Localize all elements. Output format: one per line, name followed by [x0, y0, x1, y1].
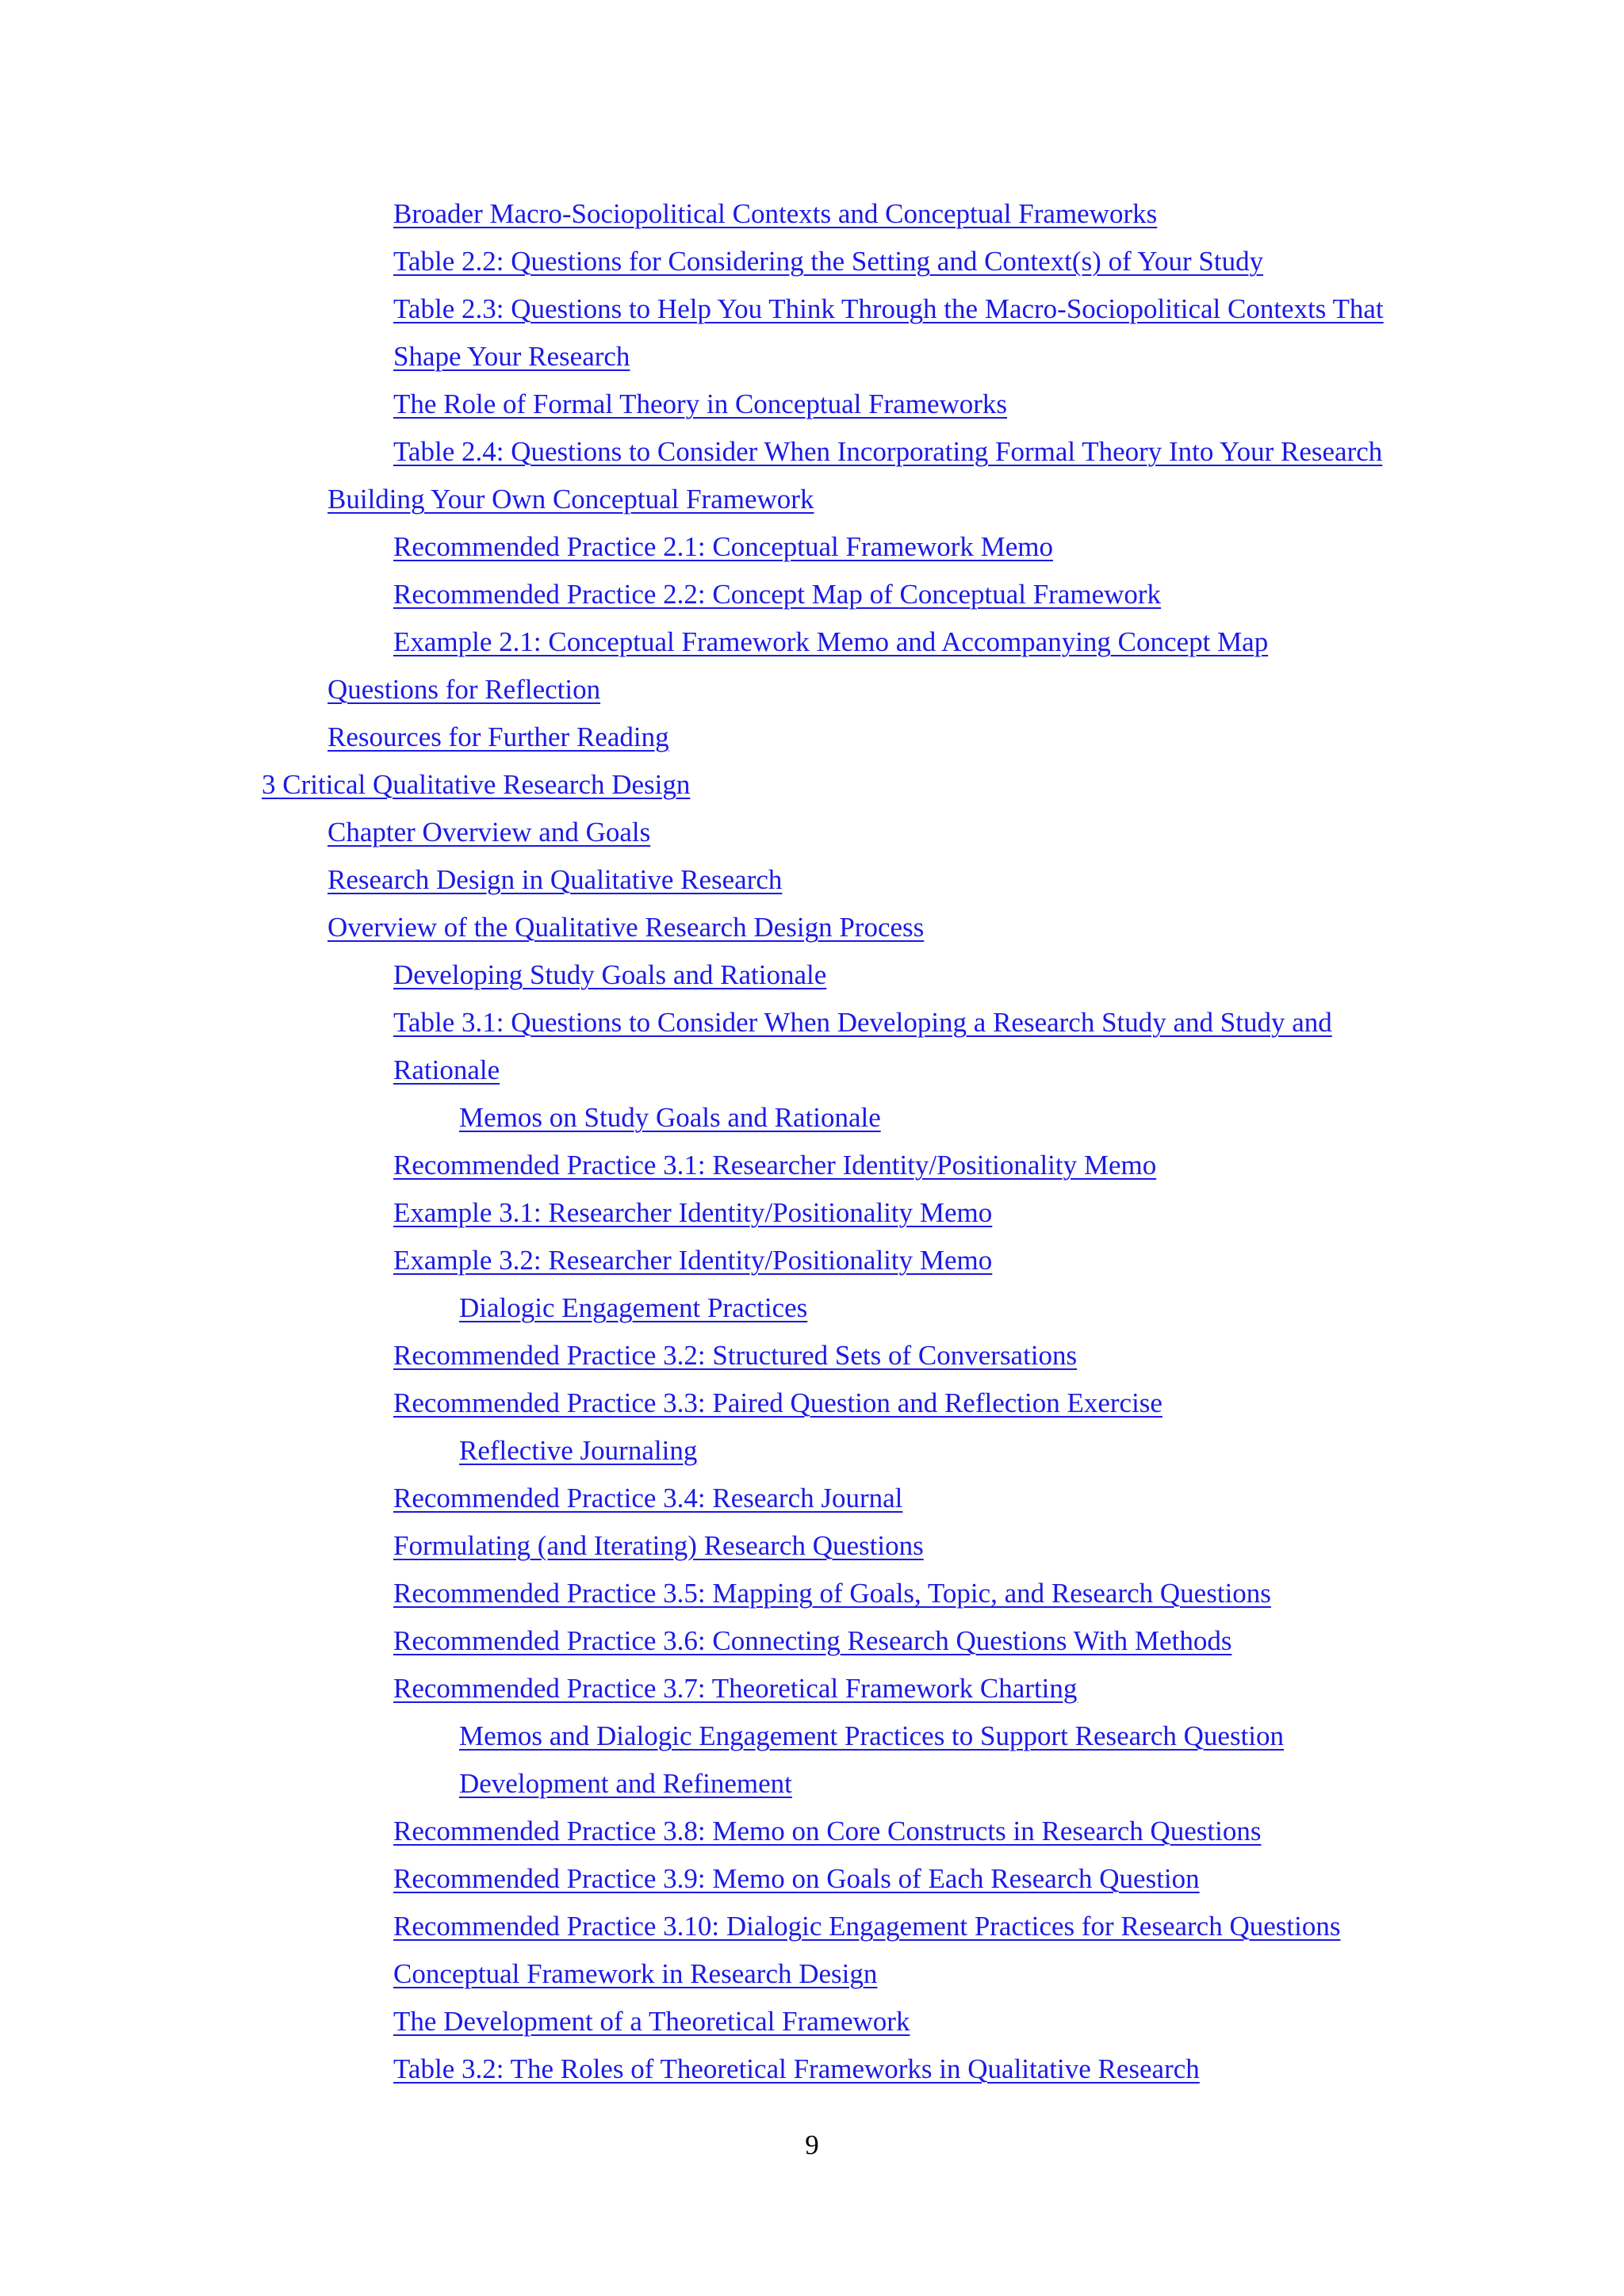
toc-entry[interactable]: Recommended Practice 2.1: Conceptual Framework Memo: [393, 531, 1053, 562]
toc-entry[interactable]: Recommended Practice 3.5: Mapping of Goals, Topic, and Research Questions: [393, 1578, 1271, 1609]
toc-entry[interactable]: Recommended Practice 3.2: Structured Sets of Conversations: [393, 1340, 1078, 1371]
page-number: 9: [805, 2130, 819, 2160]
toc-section-entry[interactable]: Questions for Reflection: [327, 674, 601, 705]
toc-section-entry[interactable]: Building Your Own Conceptual Framework: [327, 484, 814, 515]
toc-entry[interactable]: Table 2.3: Questions to Help You Think Through the Macro-Sociopolitical Contexts That: [393, 293, 1384, 324]
toc-subsection-entry[interactable]: Dialogic Engagement Practices: [459, 1292, 808, 1323]
toc-entry[interactable]: Recommended Practice 3.7: Theoretical Framework Charting: [393, 1673, 1078, 1704]
toc-subsection-entry[interactable]: Memos and Dialogic Engagement Practices to Support Research Question: [459, 1720, 1285, 1751]
toc-entry[interactable]: Table 3.2: The Roles of Theoretical Frameworks in Qualitative Research: [393, 2053, 1200, 2084]
toc-entry[interactable]: Recommended Practice 2.2: Concept Map of Conceptual Framework: [393, 579, 1162, 610]
toc-entry[interactable]: Table 2.2: Questions for Considering the Setting and Context(s) of Your Study: [393, 246, 1264, 277]
toc-entry[interactable]: Formulating (and Iterating) Research Questions: [393, 1530, 924, 1561]
toc-entry[interactable]: The Role of Formal Theory in Conceptual Frameworks: [393, 388, 1008, 419]
toc-chapter-entry[interactable]: 3 Critical Qualitative Research Design: [262, 769, 691, 800]
toc-section-entry[interactable]: Resources for Further Reading: [327, 721, 669, 752]
toc-entry[interactable]: Recommended Practice 3.6: Connecting Research Questions With Methods: [393, 1625, 1232, 1656]
toc-subsection-entry[interactable]: Memos on Study Goals and Rationale: [459, 1102, 881, 1133]
toc-entry[interactable]: Example 2.1: Conceptual Framework Memo and Accompanying Concept Map: [393, 626, 1269, 657]
toc-entry-continuation[interactable]: Shape Your Research: [393, 341, 630, 372]
toc-entry[interactable]: Conceptual Framework in Research Design: [393, 1958, 878, 1989]
toc-entry[interactable]: Developing Study Goals and Rationale: [393, 959, 827, 990]
toc-entry[interactable]: The Development of a Theoretical Framework: [393, 2006, 910, 2037]
toc-entry[interactable]: Recommended Practice 3.1: Researcher Identity/Positionality Memo: [393, 1150, 1157, 1181]
toc-section-entry[interactable]: Overview of the Qualitative Research Design Process: [327, 912, 925, 943]
toc-entry[interactable]: Table 3.1: Questions to Consider When Developing a Research Study and Study and: [393, 1007, 1332, 1038]
toc-subsection-entry[interactable]: Reflective Journaling: [459, 1435, 698, 1466]
toc-entry[interactable]: Table 2.4: Questions to Consider When Incorporating Formal Theory Into Your Research: [393, 436, 1383, 467]
toc-entry[interactable]: Recommended Practice 3.3: Paired Question and Reflection Exercise: [393, 1387, 1162, 1418]
toc-entry-continuation[interactable]: Rationale: [393, 1054, 500, 1085]
table-of-contents: [0, 190, 1624, 2093]
toc-entry[interactable]: Recommended Practice 3.4: Research Journal: [393, 1483, 903, 1513]
toc-entry[interactable]: Recommended Practice 3.10: Dialogic Engagement Practices for Research Questions: [393, 1911, 1341, 1942]
toc-entry[interactable]: Example 3.1: Researcher Identity/Positionality Memo: [393, 1197, 993, 1228]
toc-entry[interactable]: Recommended Practice 3.8: Memo on Core Constructs in Research Questions: [393, 1816, 1262, 1846]
toc-entry-continuation[interactable]: Development and Refinement: [459, 1768, 792, 1799]
toc-section-entry[interactable]: Chapter Overview and Goals: [327, 817, 651, 848]
toc-section-entry[interactable]: Research Design in Qualitative Research: [327, 864, 783, 895]
toc-entry[interactable]: Recommended Practice 3.9: Memo on Goals of Each Research Question: [393, 1863, 1200, 1894]
toc-entry[interactable]: Example 3.2: Researcher Identity/Positionality Memo: [393, 1245, 993, 1276]
toc-entry[interactable]: Broader Macro-Sociopolitical Contexts and Conceptual Frameworks: [393, 198, 1158, 229]
